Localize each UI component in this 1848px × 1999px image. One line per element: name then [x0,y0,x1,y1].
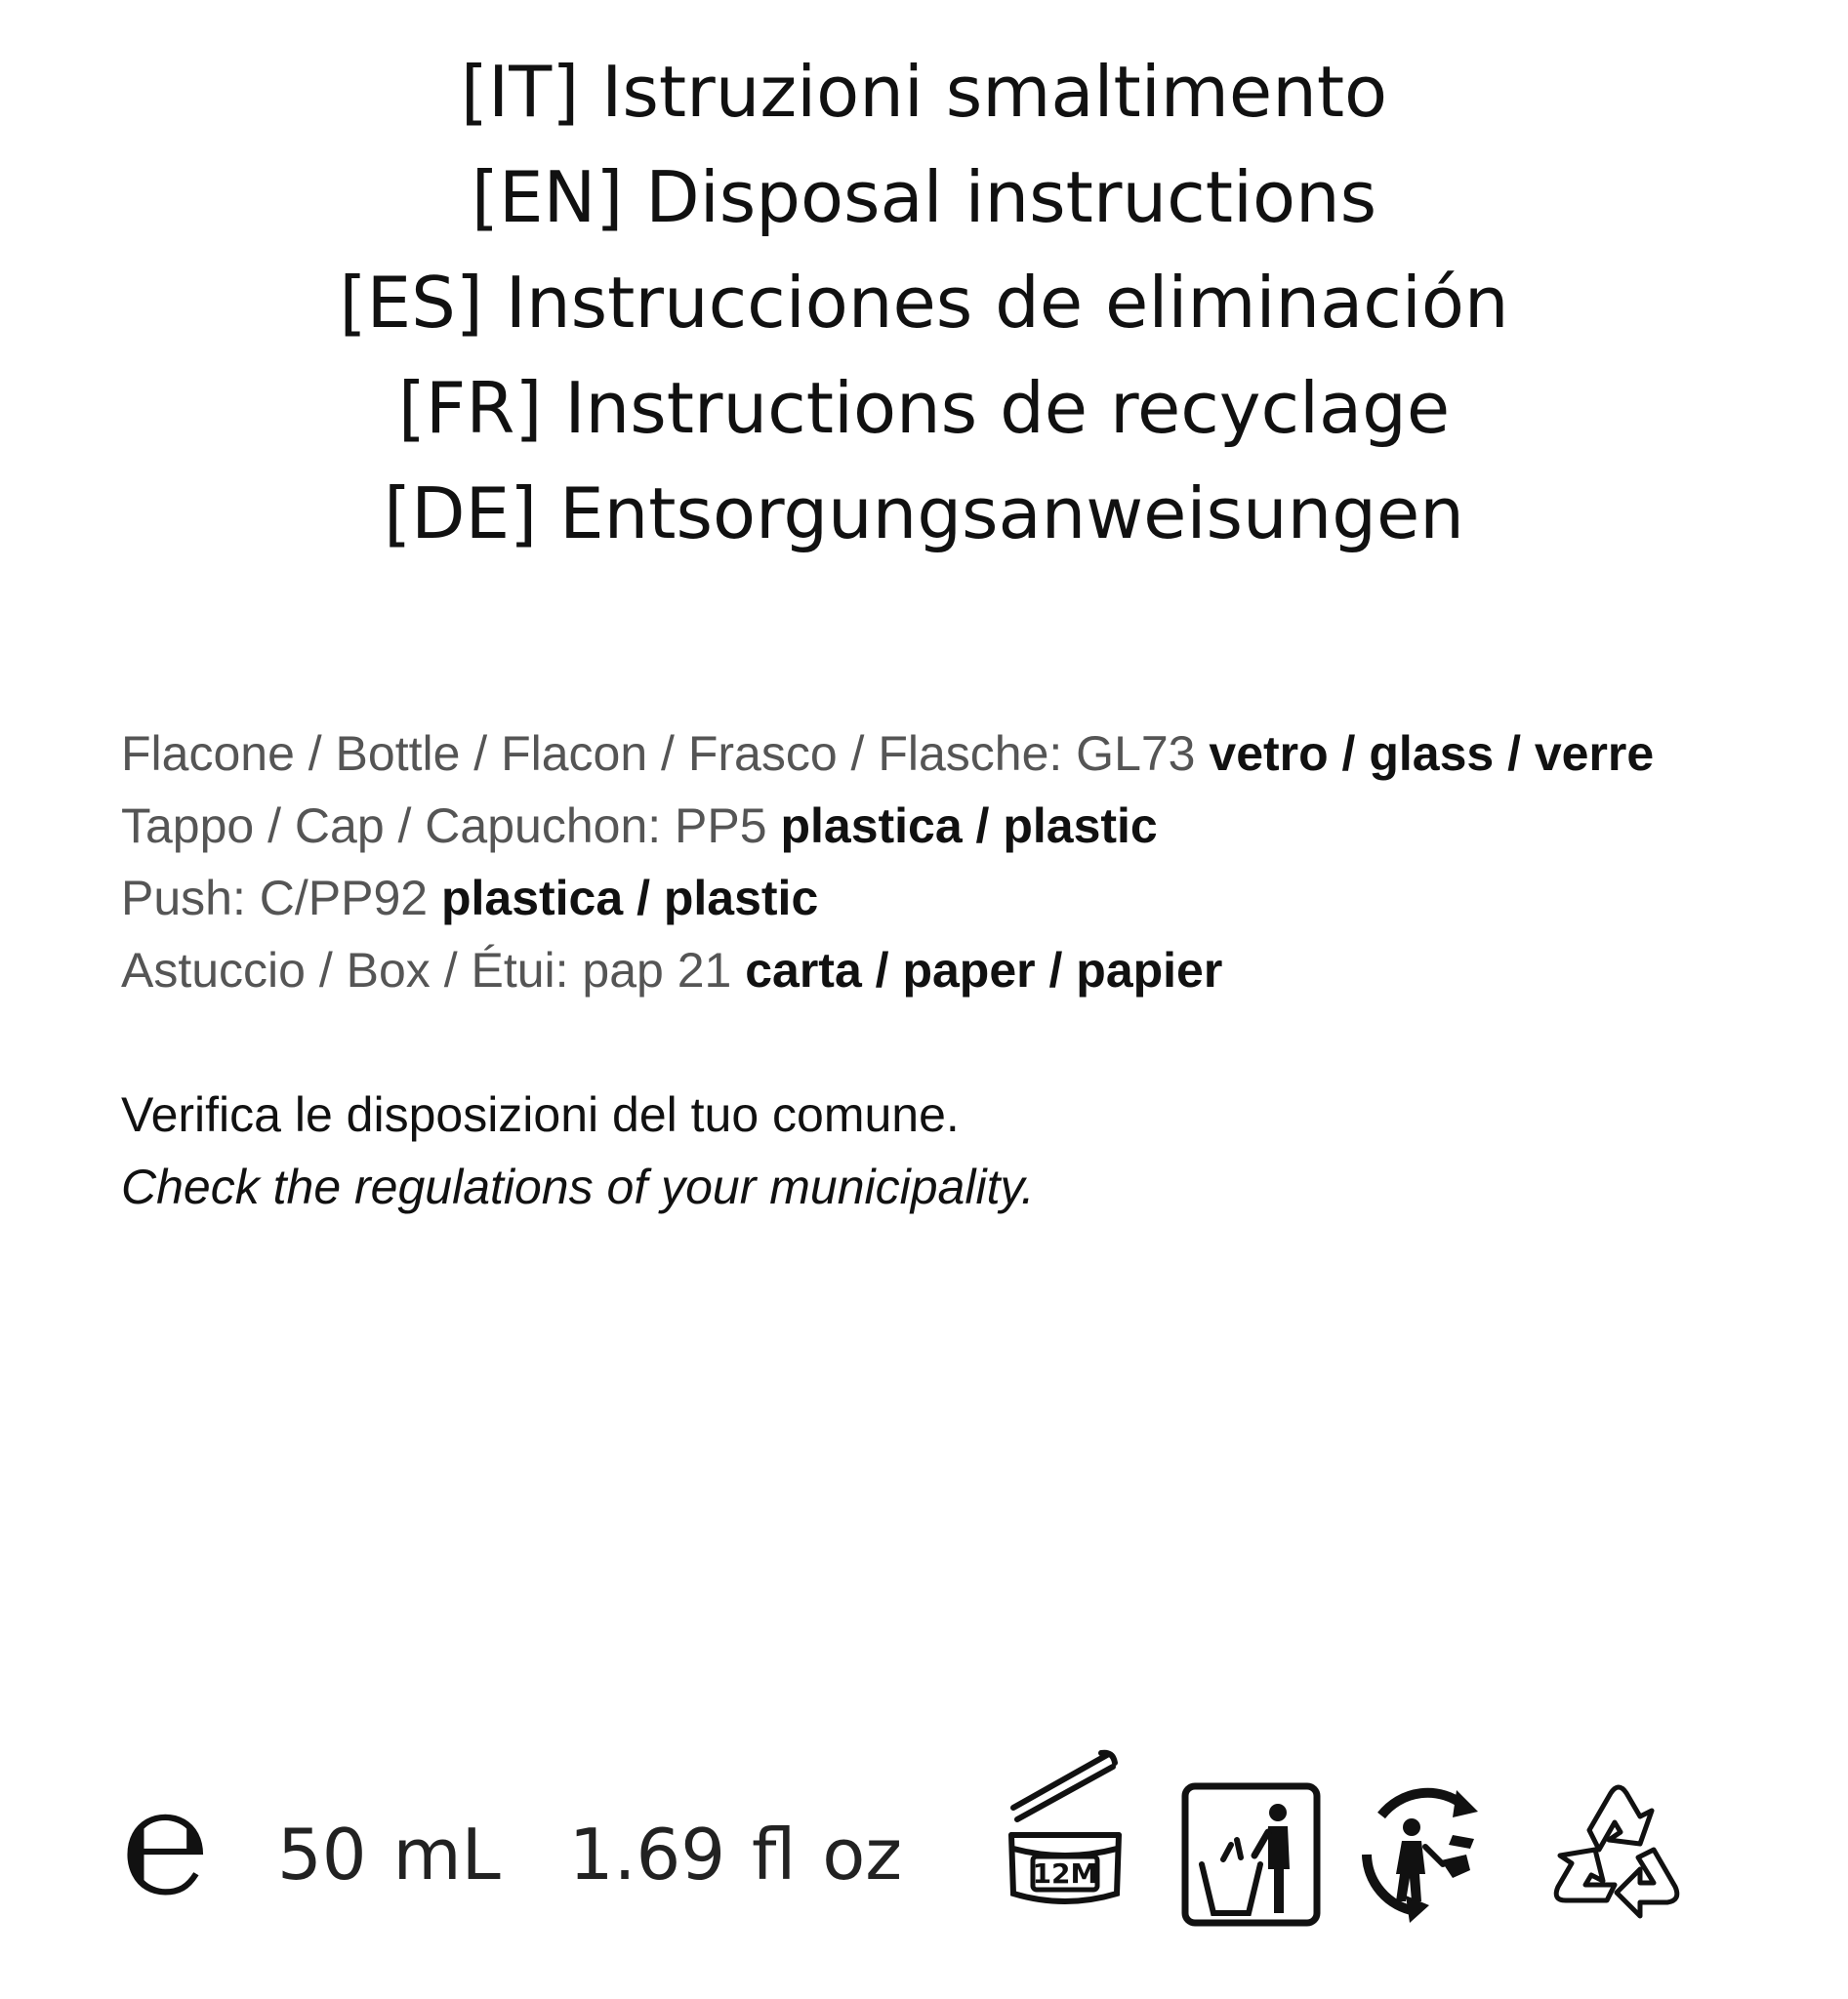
material-type: carta / paper / papier [745,943,1223,998]
material-line-push [121,862,1820,934]
heading-es: [ES] Instrucciones de eliminación [339,262,1509,344]
note-english: Check the regulations of your municipality. [121,1160,1035,1214]
disposal-headings [0,39,1848,566]
note-italian: Verifica le disposizioni del tuo comune. [121,1087,960,1142]
heading-fr: [FR] Instructions de recyclage [397,367,1451,449]
volume-info [277,1815,970,1894]
material-line-bottle [121,717,1820,790]
heading-en: [EN] Disposal instructions [471,156,1377,238]
materials-list [121,717,1820,1006]
material-label: Tappo / Cap / Capuchon: PP5 [121,798,781,853]
estimated-sign-icon: ℮ [121,1758,210,1928]
tidy-man-icon [1347,1776,1494,1928]
material-label: Flacone / Bottle / Flacon / Frasco / Flasche: GL73 [121,726,1210,781]
material-type: plastica / plastic [440,871,819,925]
material-type: vetro / glass / verre [1209,726,1655,781]
material-type: plastica / plastic [780,798,1158,853]
heading-de: [DE] Entsorgungsanweisungen [384,472,1464,554]
regulation-notes [121,1079,1820,1223]
material-label: Astuccio / Box / Étui: pap 21 [121,943,746,998]
pao-label: 12M [1032,1857,1098,1890]
volume-ml: 50 mL [277,1814,501,1896]
label-footer [121,1747,1742,1942]
material-line-box [121,934,1820,1006]
heading-it: [IT] Istruzioni smaltimento [460,51,1388,133]
recycle-icon [1539,1772,1700,1928]
waste-bin-icon [1180,1781,1322,1928]
volume-floz: 1.69 fl oz [568,1814,903,1896]
material-line-cap [121,790,1820,862]
pao-jar-icon [992,1747,1138,1913]
material-label: Push: C/PP92 [121,871,441,925]
